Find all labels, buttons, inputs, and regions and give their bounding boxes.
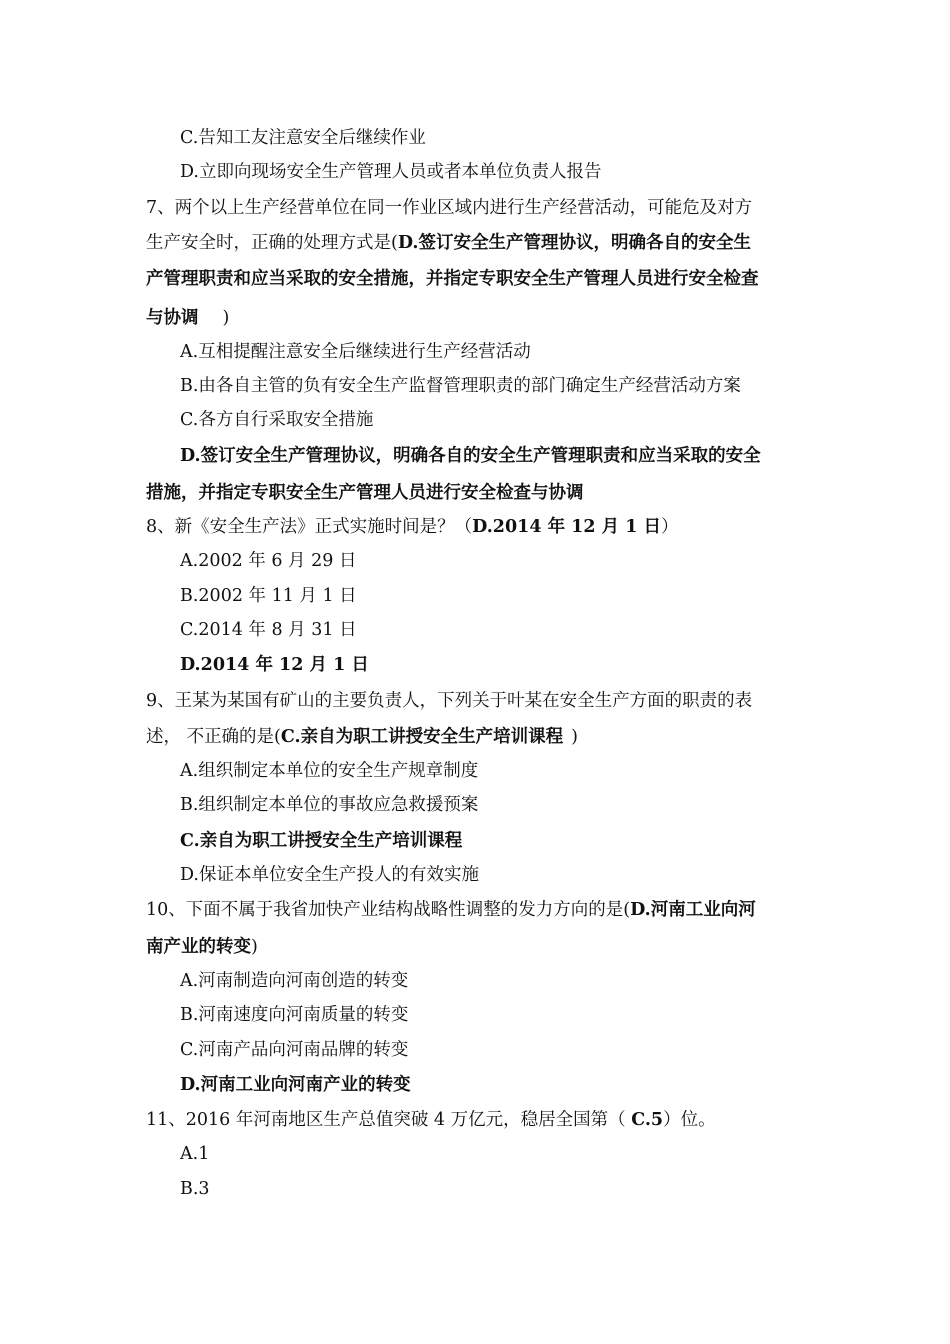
option-q9-d: D.保证本单位安全生产投人的有效实施 [180, 865, 479, 885]
question-7-line-4 [146, 306, 229, 330]
option-q7-d-answer-cont: 措施，并指定专职安全生产管理人员进行安全检查与协调 [146, 483, 584, 503]
question-7-line-2 [146, 231, 751, 255]
question-8-text: 8、新《安全生产法》正式实施时间是？（ [146, 517, 473, 537]
question-8-answer: D.2014 年 12 月 1 日 [472, 517, 661, 537]
option-q8-c: C.2014 年 8 月 31 日 [180, 620, 357, 640]
question-11-text: 11、2016 年河南地区生产总值突破 4 万亿元，稳居全国第（ [146, 1110, 632, 1130]
question-8-close: ） [660, 517, 679, 537]
option-q9-b: B.组织制定本单位的事故应急救援预案 [180, 795, 479, 815]
question-9-answer: C.亲自为职工讲授安全生产培训课程 [280, 727, 564, 747]
question-11-answer: C.5 [631, 1110, 664, 1130]
option-q11-b: B.3 [180, 1179, 210, 1199]
question-7-line-1: 7、两个以上生产经营单位在同一作业区域内进行生产经营活动，可能危及对方 [146, 198, 753, 218]
option-q8-d-answer: D.2014 年 12 月 1 日 [180, 655, 369, 675]
question-7-line-3: 产管理职责和应当采取的安全措施，并指定专职安全生产管理人员进行安全检查 [146, 269, 759, 289]
option-q9-a: A.组织制定本单位的安全生产规章制度 [180, 761, 479, 781]
question-9-text: 述， 不正确的是( [146, 727, 281, 747]
question-10-close: ) [251, 937, 258, 957]
question-9-line-2 [146, 725, 578, 749]
question-11-close: ）位。 [663, 1110, 716, 1130]
question-10-line-1 [146, 898, 756, 922]
question-7-close-paren: ) [222, 308, 230, 328]
question-11 [146, 1108, 716, 1132]
option-q8-b: B.2002 年 11 月 1 日 [180, 586, 357, 606]
option-q6-c: C.告知工友注意安全后继续作业 [180, 128, 426, 148]
question-10-answer-cont: 南产业的转变 [146, 937, 251, 957]
question-10-text: 10、下面不属于我省加快产业结构战略性调整的发力方向的是( [146, 900, 631, 920]
option-q7-d-answer: D.签订安全生产管理协议，明确各自的安全生产管理职责和应当采取的安全 [180, 446, 761, 466]
option-q10-a: A.河南制造向河南创造的转变 [180, 971, 409, 991]
question-10-line-2 [146, 935, 258, 959]
option-q7-a: A.互相提醒注意安全后继续进行生产经营活动 [180, 342, 531, 362]
option-q11-a: A.1 [180, 1144, 210, 1164]
option-q6-d: D.立即向现场安全生产管理人员或者本单位负责人报告 [180, 162, 602, 182]
question-9-line-1: 9、王某为某国有矿山的主要负责人，下列关于叶某在安全生产方面的职责的表 [146, 691, 753, 711]
option-q10-d-answer: D.河南工业向河南产业的转变 [180, 1075, 411, 1095]
question-7-text: 生产安全时，正确的处理方式是( [146, 233, 398, 253]
question-7-answer: D.签订安全生产管理协议，明确各自的安全生 [397, 233, 751, 253]
question-9-close: ) [571, 727, 578, 747]
question-8 [146, 515, 678, 539]
option-q7-b: B.由各自主管的负有安全生产监督管理职责的部门确定生产经营活动方案 [180, 376, 741, 396]
option-q9-c-answer: C.亲自为职工讲授安全生产培训课程 [180, 831, 463, 851]
option-q7-c: C.各方自行采取安全措施 [180, 410, 374, 430]
question-10-answer: D.河南工业向河 [630, 900, 756, 920]
option-q10-c: C.河南产品向河南品牌的转变 [180, 1040, 409, 1060]
option-q10-b: B.河南速度向河南质量的转变 [180, 1005, 409, 1025]
question-7-answer-end: 与协调 [146, 308, 199, 328]
option-q8-a: A.2002 年 6 月 29 日 [180, 551, 357, 571]
